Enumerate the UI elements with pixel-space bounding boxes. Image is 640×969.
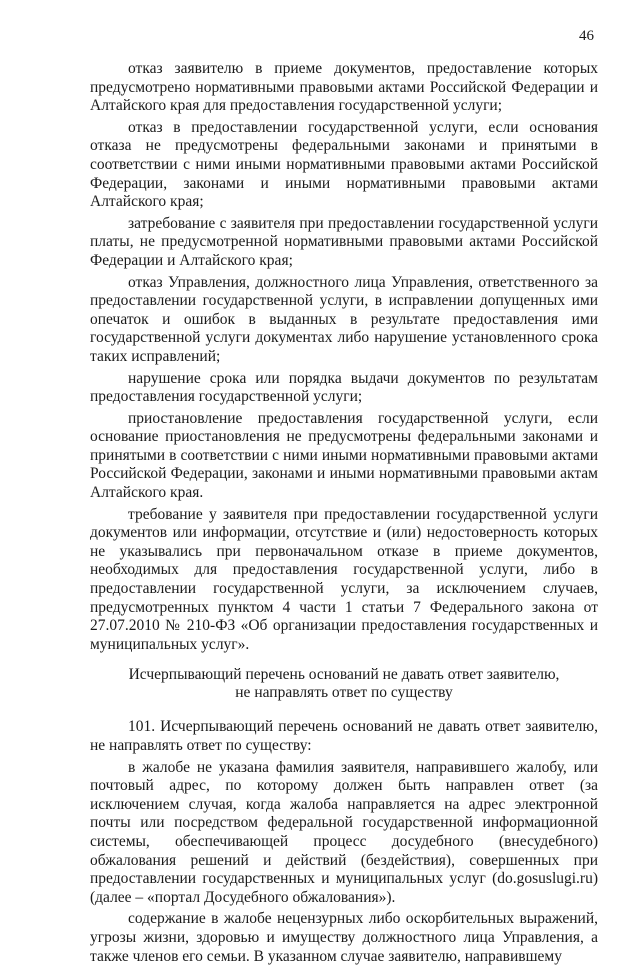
section-heading-line-2: не направлять ответ по существу (235, 684, 453, 702)
paragraph: нарушение срока или порядка выдачи документов по результатам предоставления государственной услуги; (90, 369, 598, 406)
paragraph: затребование с заявителя при предоставлении государственной услуги платы, не предусмотренной нормативными правовыми актами Российской Федерации и Алтайского края; (90, 214, 598, 269)
document-body (90, 60, 598, 969)
paragraph: отказ Управления, должностного лица Управления, ответственного за предоставлении государственной услуги, в исправлении допущенных ими опечаток и ошибок в выданных в результате предоставления ими государственной услуги документах либо нарушение установленного срока таких исправлений; (90, 273, 598, 365)
clause-101: 101. Исчерпывающий перечень оснований не давать ответ заявителю, не направлять ответ по существу: (90, 718, 598, 754)
paragraph: требование у заявителя при предоставлении государственной услуги документов или информации, отсутствие и (или) недостоверность которых не указывались при первоначальном отказе в приеме документов, необходимых для предоставления государственной услуги, либо в предоставлении государственной услуги, за исключением случаев, предусмотренных пунктом 4 части 1 статьи 7 Федерального закона от 27.07.2010 № 210-ФЗ «Об организации предоставления государственных и муниципальных услуг». (90, 505, 598, 653)
page-number: 46 (579, 28, 594, 44)
section-heading (90, 666, 598, 702)
paragraph: в жалобе не указана фамилия заявителя, направившего жалобу, или почтовый адрес, по которому должен быть направлен ответ (за исключением случая, когда жалоба направляется на адрес электронной почты или посредством федеральной государственной информационной системы, обеспечивающей процесс досудебного (внесудебного) обжалования решений и действий (бездействия), совершенных при предоставлении государственных и муниципальных услуг (do.gosuslugi.ru) (далее – «портал Досудебного обжалования»). (90, 758, 598, 906)
paragraph: приостановление предоставления государственной услуги, если основание приостановления не предусмотрены федеральными законами и принятыми в соответствии с ними иными нормативными правовыми актами Российской Федерации, законами и иными нормативными правовыми актам Алтайского края. (90, 409, 598, 502)
section-heading-line-1: Исчерпывающий перечень оснований не давать ответ заявителю, (128, 666, 560, 684)
paragraph: содержание в жалобе нецензурных либо оскорбительных выражений, угрозы жизни, здоровью и имуществу должностного лица Управления, а также членов его семьи. В указанном случае заявителю, направившему (90, 910, 598, 965)
paragraph: отказ в предоставлении государственной услуги, если основания отказа не предусмотрены федеральными законами и принятыми в соответствии с ними иными нормативными правовыми актами Российской Федерации, законами и иными нормативными правовыми актами Алтайского края; (90, 118, 598, 211)
paragraph: отказ заявителю в приеме документов, предоставление которых предусмотрено нормативными правовыми актами Российской Федерации и Алтайского края для предоставления государственной услуги; (90, 60, 598, 115)
